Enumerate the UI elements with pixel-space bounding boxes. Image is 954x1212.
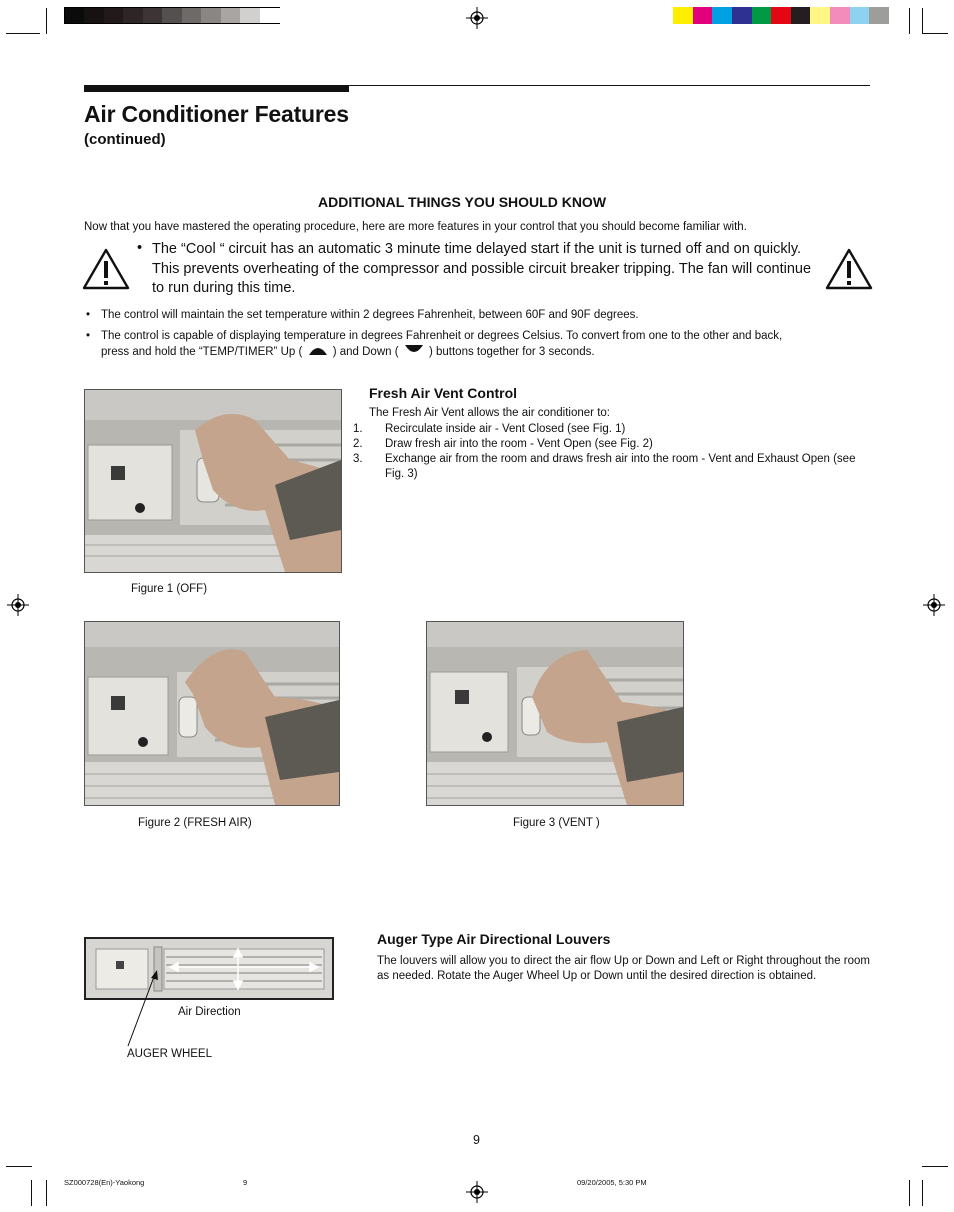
figure-2-photo bbox=[84, 621, 340, 806]
fresh-air-heading: Fresh Air Vent Control bbox=[369, 385, 518, 401]
footer-timestamp: 09/20/2005, 5:30 PM bbox=[577, 1178, 647, 1187]
page-title: Air Conditioner Features bbox=[84, 101, 349, 127]
color-swatch bbox=[732, 7, 752, 24]
bullet-dot: • bbox=[86, 330, 91, 342]
section-heading: ADDITIONAL THINGS YOU SHOULD KNOW bbox=[318, 194, 607, 210]
registration-mark-left bbox=[7, 594, 29, 616]
gray-swatch bbox=[143, 8, 163, 23]
fresh-air-list bbox=[353, 422, 859, 482]
auger-wheel-label: AUGER WHEEL bbox=[127, 1048, 212, 1060]
bullet-text-line2 bbox=[101, 344, 871, 360]
up-arrow-icon bbox=[308, 344, 328, 356]
gray-swatch bbox=[221, 8, 241, 23]
figure-2-caption: Figure 2 (FRESH AIR) bbox=[138, 817, 252, 829]
header-rule-thick bbox=[84, 85, 349, 92]
color-swatch bbox=[869, 7, 889, 24]
gray-swatch bbox=[123, 8, 143, 23]
bullet-text-part: ) buttons together for 3 seconds. bbox=[428, 346, 595, 358]
down-arrow-icon bbox=[404, 344, 424, 356]
color-swatch bbox=[752, 7, 772, 24]
bullet-dot: • bbox=[86, 309, 91, 321]
figure-3-caption: Figure 3 (VENT ) bbox=[513, 817, 600, 829]
list-item: 1. Recirculate inside air - Vent Closed (see Fig. 1) bbox=[353, 423, 626, 435]
footer-doc-id: SZ000728(En)-Yaokong bbox=[64, 1178, 145, 1187]
gray-swatch bbox=[84, 8, 104, 23]
warning-bullet: • bbox=[137, 240, 143, 256]
gray-swatch bbox=[201, 8, 221, 23]
figure-1-photo bbox=[84, 389, 342, 573]
auger-wheel-pointer-line bbox=[125, 968, 165, 1048]
gray-swatch bbox=[260, 8, 280, 23]
bullet-text-part: press and hold the “TEMP/TIMER” Up ( bbox=[101, 346, 303, 358]
list-item: 3. Exchange air from the room and draws fresh air into the room - Vent and Exhaust Open (see Fig. 3) bbox=[353, 453, 856, 480]
page-number: 9 bbox=[473, 1133, 480, 1147]
registration-mark-right bbox=[923, 594, 945, 616]
page-subtitle: (continued) bbox=[84, 131, 166, 148]
bullet-item bbox=[0, 308, 954, 324]
grayscale-calibration-strip bbox=[64, 7, 280, 24]
gray-swatch bbox=[65, 8, 85, 23]
bullet-text-part: ) and Down ( bbox=[332, 346, 399, 358]
air-direction-label: Air Direction bbox=[178, 1006, 241, 1018]
warning-text: The “Cool “ circuit has an automatic 3 minute time delayed start if the unit is turned off and on quickly. This prevents overheating of the compressor and possible circuit breaker tripping. The fan will continue to run during this time. bbox=[152, 241, 812, 296]
color-swatch bbox=[810, 7, 830, 24]
louver-photo bbox=[84, 937, 334, 1000]
gray-swatch bbox=[162, 8, 182, 23]
bullet-text: The control will maintain the set temperature within 2 degrees Fahrenheit, between 60F and 90F degrees. bbox=[101, 309, 639, 321]
list-item: 2. Draw fresh air into the room - Vent Open (see Fig. 2) bbox=[353, 438, 653, 450]
color-swatch bbox=[712, 7, 732, 24]
gray-swatch bbox=[240, 8, 260, 23]
louvers-text: The louvers will allow you to direct the air flow Up or Down and Left or Right throughout the room as needed. Rotate the Auger Wheel Up or Down until the desired direction is obtained. bbox=[377, 955, 870, 982]
color-swatch bbox=[771, 7, 791, 24]
color-calibration-strip bbox=[673, 7, 889, 24]
louvers-heading: Auger Type Air Directional Louvers bbox=[377, 931, 611, 947]
bullet-text bbox=[101, 329, 871, 360]
registration-mark-top bbox=[466, 7, 488, 29]
bullet-text-line1: The control is capable of displaying temperature in degrees Fahrenheit or degrees Celsius. To convert from one to the other and back, bbox=[101, 330, 783, 342]
color-swatch bbox=[673, 7, 693, 24]
figure-3-photo bbox=[426, 621, 684, 806]
color-swatch bbox=[693, 7, 713, 24]
warning-triangle-icon bbox=[82, 248, 130, 290]
footer-page: 9 bbox=[243, 1178, 248, 1187]
warning-triangle-icon bbox=[825, 248, 873, 290]
fresh-air-intro: The Fresh Air Vent allows the air conditioner to: bbox=[369, 407, 610, 419]
gray-swatch bbox=[104, 8, 124, 23]
intro-text: Now that you have mastered the operating procedure, here are more features in your control that you should become familiar with. bbox=[84, 221, 747, 233]
registration-mark-bottom bbox=[466, 1181, 488, 1203]
header-rule-thin bbox=[349, 85, 870, 86]
bullet-item bbox=[0, 329, 954, 361]
color-swatch bbox=[850, 7, 870, 24]
gray-swatch bbox=[182, 8, 202, 23]
color-swatch bbox=[791, 7, 811, 24]
color-swatch bbox=[830, 7, 850, 24]
figure-1-caption: Figure 1 (OFF) bbox=[131, 583, 208, 595]
